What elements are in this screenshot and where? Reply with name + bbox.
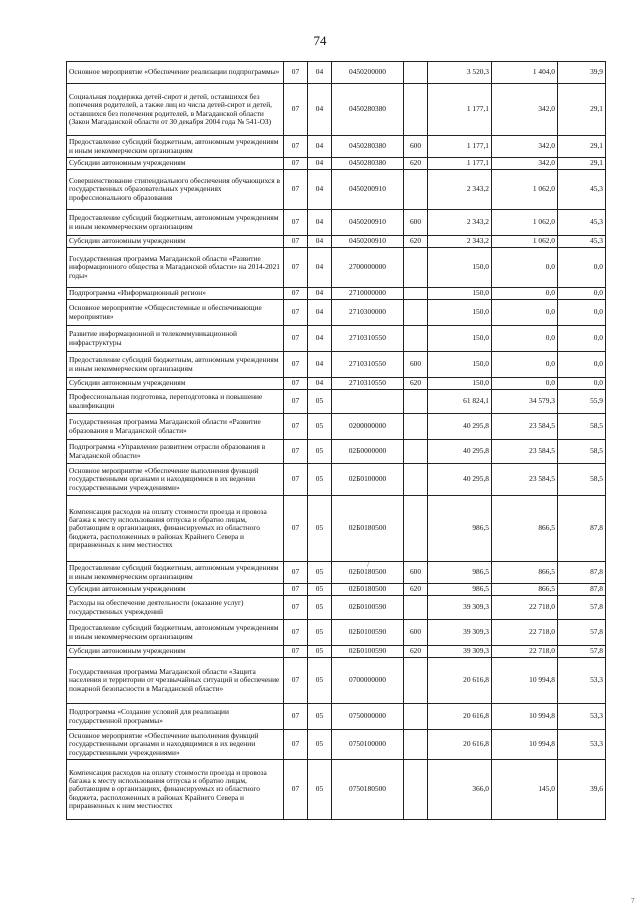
row-execution-percent: 57,8 (558, 596, 606, 620)
row-subsection-code: 05 (308, 596, 332, 620)
row-planned-amount: 61 824,1 (428, 390, 492, 414)
row-section-code: 07 (284, 236, 308, 248)
row-subsection-code: 05 (308, 646, 332, 658)
row-execution-percent: 58,5 (558, 440, 606, 464)
table-row (67, 414, 606, 440)
row-execution-percent: 55,9 (558, 390, 606, 414)
table-row (67, 584, 606, 596)
row-expense-type-code (404, 596, 428, 620)
row-subsection-code: 05 (308, 562, 332, 584)
row-subsection-code: 05 (308, 730, 332, 760)
row-target-item-code: 2710310550 (332, 378, 404, 390)
row-actual-amount: 342,0 (492, 84, 558, 136)
row-expense-type-code (404, 248, 428, 288)
row-section-code: 07 (284, 584, 308, 596)
row-actual-amount: 22 718,0 (492, 620, 558, 646)
row-target-item-code: 0450200910 (332, 170, 404, 210)
row-actual-amount: 866,5 (492, 496, 558, 562)
row-actual-amount: 1 062,0 (492, 236, 558, 248)
row-section-code: 07 (284, 440, 308, 464)
row-actual-amount: 145,0 (492, 760, 558, 820)
row-subsection-code: 05 (308, 620, 332, 646)
row-name: Субсидии автономным учреждениям (67, 158, 284, 170)
row-expense-type-code: 620 (404, 584, 428, 596)
table-row (67, 658, 606, 704)
row-section-code: 07 (284, 562, 308, 584)
row-target-item-code: 2710310550 (332, 352, 404, 378)
row-name: Расходы на обеспечение деятельности (оказание услуг) государственных учреждений (67, 596, 284, 620)
row-target-item-code: 0450280380 (332, 158, 404, 170)
row-subsection-code: 05 (308, 496, 332, 562)
row-expense-type-code: 620 (404, 158, 428, 170)
row-execution-percent: 29,1 (558, 84, 606, 136)
row-target-item-code: 02Б0180500 (332, 562, 404, 584)
row-execution-percent: 29,1 (558, 158, 606, 170)
row-subsection-code: 05 (308, 390, 332, 414)
row-expense-type-code: 600 (404, 210, 428, 236)
row-planned-amount: 2 343,2 (428, 236, 492, 248)
row-planned-amount: 150,0 (428, 378, 492, 390)
row-section-code: 07 (284, 390, 308, 414)
row-execution-percent: 58,5 (558, 414, 606, 440)
row-section-code: 07 (284, 84, 308, 136)
row-expense-type-code (404, 414, 428, 440)
row-section-code: 07 (284, 170, 308, 210)
row-section-code: 07 (284, 326, 308, 352)
row-actual-amount: 1 062,0 (492, 210, 558, 236)
table-row (67, 236, 606, 248)
row-actual-amount: 0,0 (492, 300, 558, 326)
row-section-code: 07 (284, 596, 308, 620)
row-target-item-code: 0750000000 (332, 704, 404, 730)
row-execution-percent: 53,3 (558, 658, 606, 704)
row-target-item-code: 2710310550 (332, 326, 404, 352)
row-subsection-code: 04 (308, 326, 332, 352)
row-section-code: 07 (284, 658, 308, 704)
row-section-code: 07 (284, 210, 308, 236)
row-subsection-code: 05 (308, 464, 332, 496)
row-expense-type-code (404, 170, 428, 210)
row-planned-amount: 20 616,8 (428, 704, 492, 730)
table-row (67, 440, 606, 464)
row-actual-amount: 866,5 (492, 562, 558, 584)
row-execution-percent: 0,0 (558, 352, 606, 378)
row-section-code: 07 (284, 414, 308, 440)
row-section-code: 07 (284, 378, 308, 390)
row-actual-amount: 342,0 (492, 136, 558, 158)
row-actual-amount: 0,0 (492, 248, 558, 288)
row-expense-type-code: 620 (404, 646, 428, 658)
row-planned-amount: 986,5 (428, 496, 492, 562)
row-planned-amount: 40 295,8 (428, 414, 492, 440)
table-row (67, 158, 606, 170)
row-name: Предоставление субсидий бюджетным, автономным учреждениям и иным некоммерческим организациям (67, 620, 284, 646)
row-execution-percent: 0,0 (558, 248, 606, 288)
table-row (67, 562, 606, 584)
row-execution-percent: 53,3 (558, 730, 606, 760)
row-target-item-code: 02Б0100000 (332, 464, 404, 496)
row-subsection-code: 04 (308, 248, 332, 288)
row-subsection-code: 05 (308, 414, 332, 440)
row-section-code: 07 (284, 646, 308, 658)
row-execution-percent: 39,6 (558, 760, 606, 820)
row-subsection-code: 04 (308, 288, 332, 300)
row-name: Субсидии автономным учреждениям (67, 378, 284, 390)
row-subsection-code: 05 (308, 704, 332, 730)
row-section-code: 07 (284, 464, 308, 496)
row-target-item-code: 0750100000 (332, 730, 404, 760)
table-row (67, 288, 606, 300)
row-target-item-code: 02Б0100590 (332, 620, 404, 646)
row-planned-amount: 39 309,3 (428, 620, 492, 646)
row-expense-type-code: 620 (404, 378, 428, 390)
row-subsection-code: 04 (308, 236, 332, 248)
row-name: Основное мероприятие «Обеспечение выполнения функций государственными органами и находящимися в их ведении государственными учреждениями» (67, 464, 284, 496)
row-name: Подпрограмма «Создание условий для реализации государственной программы» (67, 704, 284, 730)
row-section-code: 07 (284, 496, 308, 562)
table-row (67, 62, 606, 84)
table-row (67, 300, 606, 326)
row-section-code: 07 (284, 62, 308, 84)
row-target-item-code: 0450280380 (332, 136, 404, 158)
row-planned-amount: 1 177,1 (428, 158, 492, 170)
table-row (67, 170, 606, 210)
row-expense-type-code (404, 390, 428, 414)
row-subsection-code: 04 (308, 84, 332, 136)
row-actual-amount: 1 404,0 (492, 62, 558, 84)
row-execution-percent: 39,9 (558, 62, 606, 84)
row-expense-type-code (404, 704, 428, 730)
row-actual-amount: 0,0 (492, 352, 558, 378)
row-section-code: 07 (284, 704, 308, 730)
row-expense-type-code (404, 300, 428, 326)
row-planned-amount: 986,5 (428, 584, 492, 596)
row-target-item-code: 0450280380 (332, 84, 404, 136)
row-actual-amount: 34 579,3 (492, 390, 558, 414)
budget-table (66, 61, 606, 820)
table-row (67, 390, 606, 414)
row-subsection-code: 04 (308, 136, 332, 158)
table-row (67, 704, 606, 730)
row-actual-amount: 342,0 (492, 158, 558, 170)
row-section-code: 07 (284, 288, 308, 300)
row-section-code: 07 (284, 158, 308, 170)
table-row (67, 136, 606, 158)
row-execution-percent: 45,3 (558, 236, 606, 248)
row-planned-amount: 1 177,1 (428, 136, 492, 158)
row-execution-percent: 53,3 (558, 704, 606, 730)
table-row (67, 378, 606, 390)
row-expense-type-code (404, 760, 428, 820)
row-planned-amount: 150,0 (428, 326, 492, 352)
row-section-code: 07 (284, 136, 308, 158)
row-target-item-code: 0700000000 (332, 658, 404, 704)
row-target-item-code: 02Б0100590 (332, 646, 404, 658)
row-target-item-code: 02Б0100590 (332, 596, 404, 620)
table-row (67, 84, 606, 136)
row-target-item-code: 0450200910 (332, 210, 404, 236)
row-name: Государственная программа Магаданской области «Развитие информационного общества в Магаданской области» на 2014-2021 годы» (67, 248, 284, 288)
row-actual-amount: 0,0 (492, 288, 558, 300)
row-planned-amount: 39 309,3 (428, 596, 492, 620)
row-execution-percent: 0,0 (558, 300, 606, 326)
table-row (67, 760, 606, 820)
row-execution-percent: 0,0 (558, 288, 606, 300)
table-row (67, 620, 606, 646)
row-name: Основное мероприятие «Общесистемные и обеспечивающие мероприятия» (67, 300, 284, 326)
row-target-item-code: 0750180500 (332, 760, 404, 820)
row-name: Совершенствование стипендиального обеспечения обучающихся в государственных образовательных учреждениях профессионального образования (67, 170, 284, 210)
row-target-item-code: 02Б0000000 (332, 440, 404, 464)
row-section-code: 07 (284, 760, 308, 820)
row-planned-amount: 20 616,8 (428, 658, 492, 704)
table-row (67, 496, 606, 562)
row-expense-type-code (404, 84, 428, 136)
row-planned-amount: 39 309,3 (428, 646, 492, 658)
row-expense-type-code (404, 730, 428, 760)
page-number: 74 (313, 33, 327, 48)
row-subsection-code: 05 (308, 440, 332, 464)
row-name: Компенсация расходов на оплату стоимости проезда и провоза багажа к месту использования отпуска и обратно лицам, работающим в организациях, финансируемых из областного бюджета, расположенных в районах Крайнего Севера и приравненных к ним местностях (67, 496, 284, 562)
row-execution-percent: 57,8 (558, 646, 606, 658)
row-name: Профессиональная подготовка, переподготовка и повышение квалификации (67, 390, 284, 414)
row-subsection-code: 04 (308, 378, 332, 390)
row-planned-amount: 40 295,8 (428, 464, 492, 496)
row-expense-type-code: 600 (404, 562, 428, 584)
pencil-mark: / (367, 561, 369, 569)
row-planned-amount: 1 177,1 (428, 84, 492, 136)
row-name: Государственная программа Магаданской области «Развитие образования в Магаданской области» (67, 414, 284, 440)
row-name: Компенсация расходов на оплату стоимости проезда и провоза багажа к месту использования отпуска и обратно лицам, работающим в организациях, финансируемых из областного бюджета, расположенных в районах Крайнего Севера и приравненных к ним местностях (67, 760, 284, 820)
row-name: Субсидии автономным учреждениям (67, 646, 284, 658)
row-execution-percent: 87,8 (558, 562, 606, 584)
row-target-item-code: 2710300000 (332, 300, 404, 326)
row-execution-percent: 0,0 (558, 326, 606, 352)
row-expense-type-code (404, 440, 428, 464)
row-planned-amount: 150,0 (428, 352, 492, 378)
row-planned-amount: 2 343,2 (428, 170, 492, 210)
budget-table-body (67, 62, 606, 820)
row-actual-amount: 22 718,0 (492, 646, 558, 658)
row-expense-type-code: 600 (404, 352, 428, 378)
row-target-item-code: 0450200000 (332, 62, 404, 84)
row-section-code: 07 (284, 730, 308, 760)
row-target-item-code: 2710000000 (332, 288, 404, 300)
row-expense-type-code (404, 288, 428, 300)
row-name: Подпрограмма «Информационный регион» (67, 288, 284, 300)
row-planned-amount: 20 616,8 (428, 730, 492, 760)
row-target-item-code: 0200000000 (332, 414, 404, 440)
row-target-item-code (332, 390, 404, 414)
row-target-item-code: 02Б0180500 (332, 584, 404, 596)
row-section-code: 07 (284, 248, 308, 288)
row-planned-amount: 150,0 (428, 248, 492, 288)
row-execution-percent: 45,3 (558, 210, 606, 236)
row-execution-percent: 0,0 (558, 378, 606, 390)
row-expense-type-code: 620 (404, 236, 428, 248)
row-expense-type-code (404, 496, 428, 562)
row-subsection-code: 04 (308, 170, 332, 210)
row-actual-amount: 23 584,5 (492, 464, 558, 496)
row-subsection-code: 04 (308, 300, 332, 326)
row-name: Развитие информационной и телекоммуникационной инфраструктуры (67, 326, 284, 352)
row-name: Предоставление субсидий бюджетным, автономным учреждениям и иным некоммерческим организациям (67, 210, 284, 236)
row-name: Основное мероприятие «Обеспечение выполнения функций государственными органами и находящимися в их ведении государственными учреждениями» (67, 730, 284, 760)
row-expense-type-code: 600 (404, 136, 428, 158)
row-subsection-code: 05 (308, 760, 332, 820)
row-actual-amount: 866,5 (492, 584, 558, 596)
row-expense-type-code (404, 658, 428, 704)
row-execution-percent: 87,8 (558, 584, 606, 596)
row-actual-amount: 23 584,5 (492, 440, 558, 464)
row-execution-percent: 87,8 (558, 496, 606, 562)
row-expense-type-code: 600 (404, 620, 428, 646)
row-subsection-code: 04 (308, 62, 332, 84)
row-execution-percent: 57,8 (558, 620, 606, 646)
page-edge-mark: 7 (631, 897, 635, 905)
row-actual-amount: 10 994,8 (492, 658, 558, 704)
row-actual-amount: 0,0 (492, 378, 558, 390)
row-subsection-code: 04 (308, 352, 332, 378)
row-section-code: 07 (284, 300, 308, 326)
row-expense-type-code (404, 326, 428, 352)
row-name: Субсидии автономным учреждениям (67, 584, 284, 596)
row-name: Подпрограмма «Управление развитием отрасли образования в Магаданской области» (67, 440, 284, 464)
row-subsection-code: 04 (308, 210, 332, 236)
row-actual-amount: 10 994,8 (492, 704, 558, 730)
table-row (67, 210, 606, 236)
row-actual-amount: 1 062,0 (492, 170, 558, 210)
row-actual-amount: 0,0 (492, 326, 558, 352)
table-row (67, 646, 606, 658)
row-name: Основное мероприятие «Обеспечение реализации подпрограммы» (67, 62, 284, 84)
row-name: Предоставление субсидий бюджетным, автономным учреждениям и иным некоммерческим организациям (67, 136, 284, 158)
row-section-code: 07 (284, 620, 308, 646)
table-row (67, 596, 606, 620)
row-section-code: 07 (284, 352, 308, 378)
row-planned-amount: 150,0 (428, 300, 492, 326)
row-planned-amount: 40 295,8 (428, 440, 492, 464)
row-planned-amount: 3 520,3 (428, 62, 492, 84)
row-execution-percent: 45,3 (558, 170, 606, 210)
row-name: Социальная поддержка детей-сирот и детей, оставшихся без попечения родителей, а также лиц из числа детей-сирот и детей, оставшихся без попечения родителей, в Магаданской области (Закон Магаданской области от 30 декабря 2004 года № 541-ОЗ) (67, 84, 284, 136)
row-execution-percent: 58,5 (558, 464, 606, 496)
row-subsection-code: 05 (308, 658, 332, 704)
row-actual-amount: 23 584,5 (492, 414, 558, 440)
row-name: Субсидии автономным учреждениям (67, 236, 284, 248)
row-expense-type-code (404, 464, 428, 496)
table-row (67, 326, 606, 352)
row-planned-amount: 2 343,2 (428, 210, 492, 236)
row-subsection-code: 05 (308, 584, 332, 596)
row-name: Предоставление субсидий бюджетным, автономным учреждениям и иным некоммерческим организациям (67, 562, 284, 584)
row-expense-type-code (404, 62, 428, 84)
row-planned-amount: 986,5 (428, 562, 492, 584)
row-target-item-code: 2700000000 (332, 248, 404, 288)
row-actual-amount: 22 718,0 (492, 596, 558, 620)
row-planned-amount: 150,0 (428, 288, 492, 300)
row-subsection-code: 04 (308, 158, 332, 170)
row-name: Государственная программа Магаданской области «Защита населения и территории от чрезвычайных ситуаций и обеспечение пожарной безопасности в Магаданской области» (67, 658, 284, 704)
row-actual-amount: 10 994,8 (492, 730, 558, 760)
row-target-item-code: 02Б0180500 (332, 496, 404, 562)
row-planned-amount: 366,0 (428, 760, 492, 820)
table-row (67, 730, 606, 760)
table-row (67, 352, 606, 378)
table-row (67, 464, 606, 496)
row-name: Предоставление субсидий бюджетным, автономным учреждениям и иным некоммерческим организациям (67, 352, 284, 378)
table-row (67, 248, 606, 288)
row-target-item-code: 0450200910 (332, 236, 404, 248)
row-execution-percent: 29,1 (558, 136, 606, 158)
